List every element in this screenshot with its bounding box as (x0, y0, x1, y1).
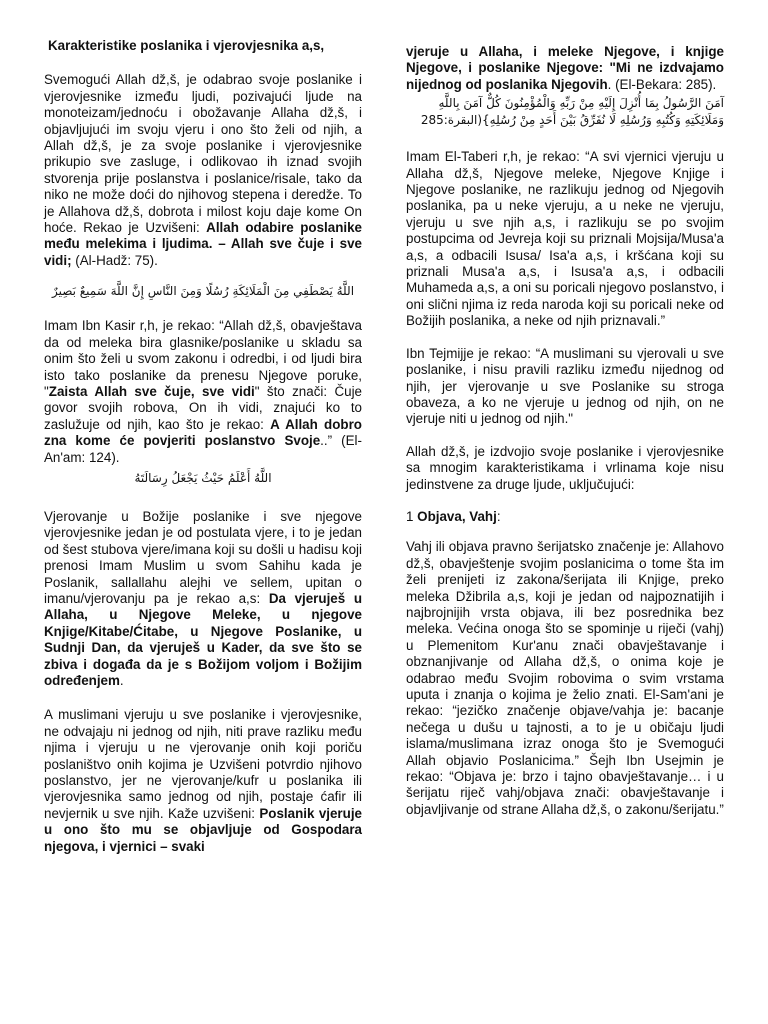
right-column (406, 44, 724, 832)
paragraph-text: Svemogući Allah dž,š, je odabrao svoje poslanike i vjerovjesnike između ljudi, pozivajući ljude na monoteizam/jednoću i obožavanje Allaha dž,š, i objavljujući im svoju vjeru i ono što želi od njih, a Allah dž,š, je za svoje poslanike i vjerovjesnike prikupio sve zasluge, i odlikovao ih iznad svojih stvorenja prije poslanstva i poslanice/risale, tako da niko ne može doći do njihovog stepena i deredže. To je Allahova dž,š, dobrota i milost koju daje kome On hoće. Rekao je Uzvišeni: (44, 72, 362, 236)
arabic-verse: اللَّهُ أَعْلَمُ حَيْثُ يَجْعَلُ رِسَالَتَهُ (134, 470, 272, 485)
paragraph-text: Vahj ili objava pravno šerijatsko značenje je: Allahovo dž,š, obavještenje svojim poslanicima o tome šta im želi prenijeti iz zakona/šerijata ili Knjige, preko meleka Džibrila a,s, koji je jedan od najpoznatijih i najbrojnijih vrsta objava, ili bez posrednika bez meleka. Većina onoga što se spominje u riječi (vahj) u Plemenitom Kur'anu znači obavještavanje i obznanjivanje od Allaha dž,š, o onima koje je odabrao među Svojim robovima o svim vrstama uputa i znanja o kojima je želio znati. El-Sam'ani je rekao: “jezičko značenje objave/vahja je: bacanje nečega u dušu u tajnosti, a to je u običaju ljudi islama/muslimana izraz onoga što je Svemogući Allah objavio Poslanicima.” Šejh Ibn Usejmin je rekao: “Objava je: brzo i tajno obavještavanje… i u šerijatu riječ vahj/objava znači: obavještavanje i objavljivanje od strane Allaha dž,š, o zakonu/šerijatu.” (406, 539, 724, 817)
document-title: Karakteristike poslanika i vjerovjesnika a,s, (48, 38, 325, 53)
quran-reference: ..” (El-An'am: 124). (44, 433, 362, 465)
paragraph-ibn-kasir (44, 318, 362, 466)
hadith-quote: Da vjeruješ u Allaha, u Njegove Meleke, u njegove Knjige/Kitabe/Ćitabe, u Njegove Poslanike, u Sudnji Dan, da vjeruješ u Kader, da sve što se zbiva i događa da je s Božijom voljom i Božijim određenjem (44, 590, 363, 688)
quote-bold: A Allah dobro zna kome će povjeriti poslanstvo Svoje (44, 416, 362, 449)
paragraph-continuation (406, 44, 724, 93)
paragraph-text: Allah dž,š, je izdvojio svoje poslanike i vjerovjesnike sa mnogim karakteristikama i vrlinama koje nisu jedinstvene za druge ljude, uključujući: (406, 443, 724, 492)
paragraph-text: " što znači: Čuje govor svojih robova, On ih vidi, znajući ko to zaslužuje od njih, kao što je rekao: (44, 383, 362, 432)
quran-quote: vjeruje u Allaha, i meleke Njegove, i knjige Njegove, i poslanike Njegove: "Mi ne izdvajamo nijednog od poslanika Njegovih (406, 44, 724, 92)
paragraph-vahj (406, 539, 724, 818)
heading-colon: : (496, 508, 501, 524)
paragraph-text: Imam El-Taberi r,h, je rekao: “A svi vjernici vjeruju u Allaha dž,š, Njegove meleke, Njegove Knjige i Njegove poslanike, ne razlikuju jednog od Njegovih poslanika, pa u neke vjeruju, a u neke ne vjeruju, vjeruju u sve njih a,s, i razlikuju se po svojim postupcima od Jevreja koji su priznali Mojsija/Musa'a a,s, a odbacili Isusa/ Isa'a a,s, i kršćana koji su priznali Musa'a a,s, i Isusa'a a,s, i odbacili Muhameda a,s, a oni su poricali njegovo poslanstvo, i oni slični njima iz reda naroda koji su poricali neke od Božijih poslanika, a neke od njih priznavali.” (406, 149, 724, 329)
paragraph-muslims-believe (44, 707, 362, 855)
arabic-verse: اللَّهُ يَصْطَفِي مِنَ الْمَلَائِكَةِ رُسُلًا وَمِنَ النَّاسِ إِنَّ اللَّهَ سَمِيعٌ بَصِيرٌ (51, 284, 355, 299)
quran-quote: Allah odabire poslanike među melekima i ljudima. – Allah sve čuje i sve vidi; (44, 220, 362, 268)
paragraph-taberi (406, 149, 724, 329)
paragraph-text: Imam Ibn Kasir r,h, je rekao: “Allah dž,š, obavještava da od meleka bira glasnike/poslanike u skladu sa onim što želi u svom zakonu i odredbi, i od ljudi bira isto tako poslanike da prenesu Njegove poruke, " (44, 318, 362, 399)
paragraph-ibn-tejmijje (406, 346, 724, 428)
arabic-verse: آمَنَ الرَّسُولُ بِمَا أُنْزِلَ إِلَيْهِ مِنْ رَبِّهِ وَالْمُؤْمِنُونَ كُلٌّ آمَنَ بِاللَّهِ وَمَلَائِكَتِهِ وَكُتُبِهِ وَرُسُلِهِ لَا نُفَرِّقُ بَيْنَ أَحَدٍ مِنْ رُسُلِهِ}(البقرة:285 (420, 96, 724, 128)
punctuation: . (119, 673, 124, 688)
paragraph-text: Ibn Tejmijje je rekao: “A muslimani su vjerovali u sve poslanike, i nisu pravili razliku između nijednog od njih, jer vjerovanje u sve Poslanike su stroga obaveza, a ko ne vjeruje u jednog od njih, on ne vjeruje niti u jednog od njih." (406, 345, 724, 427)
quran-reference: . (El-Bekara: 285). (607, 76, 717, 92)
paragraph-intro (44, 72, 362, 269)
paragraph-text: A muslimani vjeruju u sve poslanike i vjerovjesnike, ne odvajaju ni jednog od njih, niti prave razliku među njima i vjeruju u ne vjerovanje onih koji poriču poslaništvo onih kojima je Uzvišeni potvrdio njihovo poslanstvo, jer ne vjerovanje/kufr u poslanika ili vjerovjesnika samo jednog od njih, postaje ćafir ili nevjernik u sve njih. Kaže uzvišeni: (44, 707, 362, 821)
paragraph-characteristics (406, 444, 724, 493)
paragraph-text: Vjerovanje u Božije poslanike i sve njegove vjerovjesnike jedan je od postulata vjere, i to je jedan od šest stubova vjere/imana koji su došli u hadisu koji prenosi Imam Muslim u svom Sahihu kada je Poslanik, sallallahu alejhi ve sellem, upitan o imanu/vjerovanju pa je rekao a,s: (44, 508, 362, 606)
section-heading (406, 509, 724, 525)
heading-number: 1 (406, 508, 418, 524)
quran-reference: (Al-Hadž: 75). (71, 252, 158, 268)
left-column (44, 38, 362, 869)
quote-bold: Zaista Allah sve čuje, sve vidi (48, 383, 255, 399)
paragraph-iman (44, 509, 362, 689)
quran-quote: Poslanik vjeruje u ono što mu se objavljuje od Gospodara njegova, i vjernici – svaki (44, 805, 362, 854)
heading-title: Objava, Vahj (417, 508, 497, 524)
